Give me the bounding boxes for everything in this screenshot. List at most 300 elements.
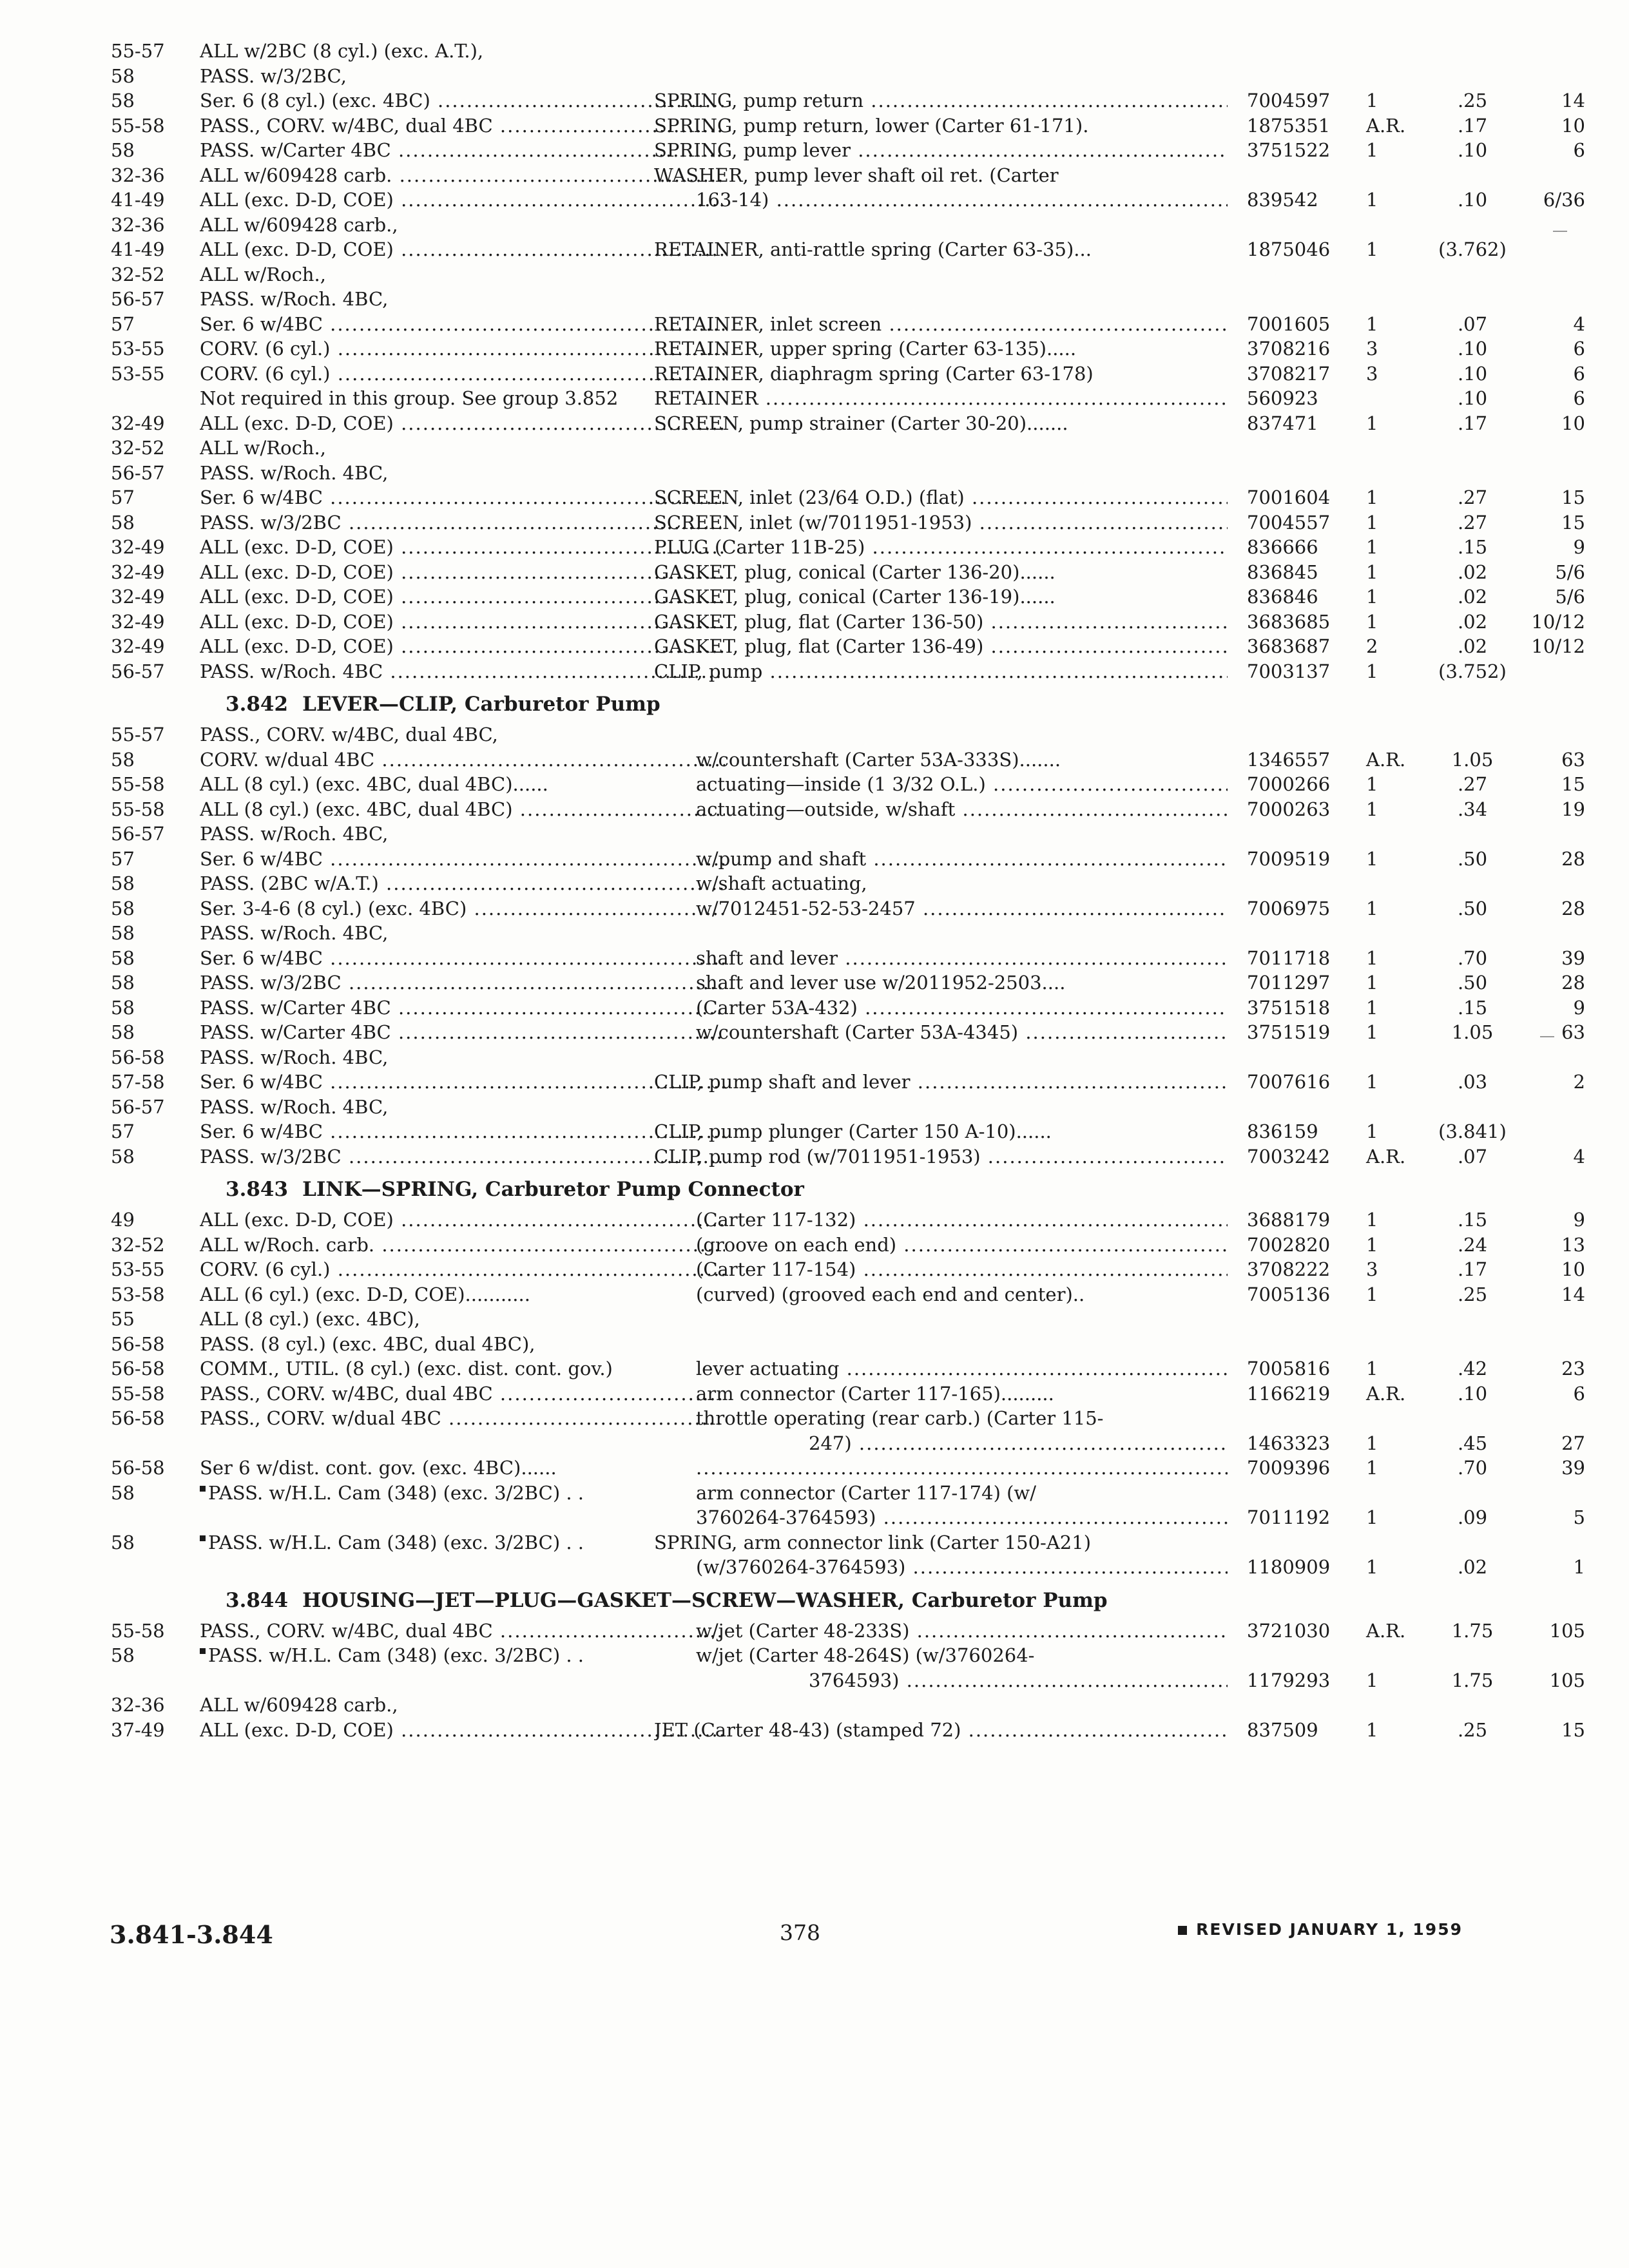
part-number: 839542 — [1247, 189, 1318, 211]
list-price: .70 — [1457, 1457, 1488, 1479]
quantity: 2 — [1366, 635, 1378, 657]
part-description-text: CLIP, pump — [654, 660, 763, 682]
quantity: 1 — [1366, 610, 1378, 633]
application-text: ALL (exc. D-D, COE) — [200, 1209, 394, 1231]
part-description — [696, 1233, 1228, 1258]
parts-row — [103, 461, 1482, 486]
model-years: 55-58 — [111, 798, 165, 820]
part-number: 7000263 — [1247, 798, 1331, 820]
part-description — [696, 995, 1228, 1021]
list-price: .17 — [1457, 412, 1488, 434]
application-text: PASS. w/Roch. 4BC, — [200, 922, 389, 944]
part-description-text: 3760264-3764593) — [696, 1506, 876, 1528]
application-text: ALL (exc. D-D, COE) — [200, 189, 394, 211]
quantity: 1 — [1366, 847, 1378, 870]
part-description — [696, 772, 1228, 797]
leader-dots — [955, 798, 1228, 820]
application-text: COMM., UTIL. (8 cyl.) (exc. dist. cont. gov.) — [200, 1358, 613, 1379]
quantity: 3 — [1366, 362, 1378, 385]
part-description — [696, 1381, 1228, 1407]
application — [200, 1282, 725, 1307]
part-description-text: w/countershaft (Carter 53A-4345) — [696, 1021, 1019, 1043]
leader-dots — [374, 749, 725, 771]
model-years: 32-52 — [111, 1233, 165, 1256]
part-description — [654, 336, 1228, 361]
application — [200, 237, 725, 262]
application-text: PASS. w/3/2BC, — [200, 64, 347, 87]
revision-bullet-icon — [200, 1535, 206, 1541]
list-price: 1.75 — [1451, 1619, 1494, 1642]
application — [200, 871, 725, 896]
leader-dots — [391, 997, 725, 1019]
leader-dots — [391, 1021, 725, 1043]
parts-row — [103, 1144, 1585, 1169]
list-price: (3.762) — [1438, 238, 1507, 260]
application-text: ALL (exc. D-D, COE) — [200, 586, 394, 608]
application — [200, 1718, 725, 1743]
leader-dots — [852, 1432, 1228, 1454]
labor-units: 6 — [1573, 1382, 1585, 1405]
parts-row — [103, 1257, 1585, 1282]
part-number: 1179293 — [1247, 1669, 1331, 1691]
list-price: .15 — [1457, 1209, 1488, 1231]
list-price: .27 — [1457, 486, 1488, 508]
list-price: .02 — [1457, 635, 1488, 657]
list-price: .07 — [1457, 312, 1488, 335]
labor-units: 10/12 — [1531, 635, 1585, 657]
model-years: 32-49 — [111, 586, 165, 608]
part-description — [696, 187, 1228, 213]
parts-row — [103, 560, 1585, 585]
part-description-text: throttle operating (rear carb.) (Carter 115- — [696, 1407, 1104, 1429]
quantity: 3 — [1366, 1258, 1378, 1280]
application — [200, 64, 725, 89]
leader-dots — [394, 189, 725, 211]
part-description-text: (groove on each end) — [696, 1233, 897, 1256]
part-description-text: GASKET, plug, conical (Carter 136-20)...... — [654, 561, 1055, 583]
model-years: 53-55 — [111, 362, 165, 385]
application-text: PASS. (8 cyl.) (exc. 4BC, dual 4BC), — [200, 1332, 535, 1355]
parts-row — [103, 634, 1585, 659]
model-years: 32-49 — [111, 412, 165, 434]
list-price: .02 — [1457, 610, 1488, 633]
parts-row — [103, 1332, 1482, 1357]
application-text: Ser. 6 w/4BC — [200, 847, 323, 870]
part-description-text: JET (Carter 48-43) (stamped 72) — [654, 1718, 961, 1741]
part-description-text: 3764593) — [809, 1669, 900, 1691]
application — [200, 1307, 725, 1332]
parts-row — [103, 1233, 1585, 1258]
quantity: 1 — [1366, 536, 1378, 558]
part-description — [696, 847, 1228, 872]
part-description-text: actuating—inside (1 3/32 O.L.) — [696, 773, 986, 795]
application — [200, 213, 725, 238]
application-text: ALL (exc. D-D, COE) — [200, 1718, 394, 1741]
quantity: 1 — [1366, 1506, 1378, 1528]
application-text: CORV. (6 cyl.) — [200, 1258, 331, 1280]
leader-dots — [983, 635, 1228, 657]
part-description-text: actuating—outside, w/shaft — [696, 798, 956, 820]
parts-row — [103, 896, 1585, 921]
model-years: 55-58 — [111, 1382, 165, 1405]
section-heading — [103, 1171, 1482, 1207]
section-title: LEVER—CLIP, Carburetor Pump — [302, 693, 660, 716]
parts-row — [103, 921, 1482, 946]
list-price: .70 — [1457, 947, 1488, 969]
part-description-text: (w/3760264-3764593) — [696, 1556, 906, 1578]
application-text: ALL w/2BC (8 cyl.) (exc. A.T.), — [200, 40, 484, 62]
part-number: 7000266 — [1247, 773, 1331, 795]
labor-units: 13 — [1561, 1233, 1585, 1256]
part-description — [696, 1207, 1228, 1233]
application — [200, 1332, 725, 1357]
model-years: 55-57 — [111, 40, 165, 62]
list-price: .25 — [1457, 90, 1488, 111]
part-number: 1875046 — [1247, 238, 1331, 260]
parts-catalog-page — [103, 39, 1585, 1742]
parts-row — [103, 1619, 1585, 1644]
application-text: PASS. w/Carter 4BC — [200, 996, 391, 1019]
parts-row — [103, 287, 1482, 312]
parts-row — [103, 1530, 1482, 1555]
list-price: .03 — [1457, 1071, 1488, 1093]
application — [200, 1381, 725, 1407]
application-text: PASS. w/Roch. 4BC — [200, 660, 383, 682]
margin-tick — [1553, 231, 1567, 232]
application — [200, 39, 725, 64]
application — [200, 535, 725, 560]
application — [200, 1020, 725, 1045]
quantity: 1 — [1366, 312, 1378, 335]
leader-dots — [839, 1358, 1228, 1379]
application-text: ALL (exc. D-D, COE) — [200, 561, 394, 583]
list-price: .15 — [1457, 536, 1488, 558]
quantity: 1 — [1366, 1669, 1378, 1691]
list-price: 1.05 — [1451, 1021, 1494, 1043]
model-years: 57 — [111, 847, 135, 870]
parts-row — [103, 88, 1585, 113]
parts-row — [103, 213, 1482, 238]
part-number: 7011297 — [1247, 972, 1331, 994]
part-description-text: SPRING, pump return, lower (Carter 61-171). — [654, 114, 1089, 137]
model-years: 55-58 — [111, 1619, 165, 1642]
model-years: 56-57 — [111, 461, 165, 484]
parts-row — [103, 1718, 1585, 1743]
labor-units: 9 — [1573, 996, 1585, 1019]
leader-dots — [762, 660, 1228, 682]
part-description — [654, 1070, 1228, 1095]
application — [200, 1207, 725, 1233]
quantity: 1 — [1366, 1432, 1378, 1454]
part-number: 836846 — [1247, 586, 1318, 608]
list-price: .10 — [1457, 1382, 1488, 1405]
application — [200, 970, 725, 995]
section-heading — [103, 1582, 1482, 1619]
application-text: Ser 6 w/dist. cont. gov. (exc. 4BC)...... — [200, 1457, 557, 1479]
labor-units: 6/36 — [1543, 189, 1585, 211]
application-text: PASS. w/H.L. Cam (348) (exc. 3/2BC) . . — [208, 1644, 584, 1666]
part-description-text: WASHER, pump lever shaft oil ret. (Carter — [654, 164, 1059, 186]
part-description-text: RETAINER, upper spring (Carter 63-135)..... — [654, 338, 1077, 360]
parts-row — [103, 1406, 1482, 1431]
labor-units: 9 — [1573, 1209, 1585, 1231]
part-description — [654, 610, 1228, 635]
footer-revised — [1178, 1920, 1463, 1939]
model-years: 56-58 — [111, 1332, 165, 1355]
part-description — [696, 871, 1228, 896]
part-description — [696, 747, 1228, 773]
labor-units: 2 — [1573, 1071, 1585, 1093]
parts-row — [103, 946, 1585, 971]
model-years: 56-58 — [111, 1407, 165, 1429]
parts-row — [103, 312, 1585, 337]
list-price: 1.05 — [1451, 748, 1494, 771]
application-text: PASS., CORV. w/dual 4BC — [200, 1407, 441, 1429]
part-number: 3751519 — [1247, 1021, 1331, 1043]
part-description-text: SCREEN, inlet (w/7011951-1953) — [654, 511, 972, 533]
part-description-text: CLIP, pump rod (w/7011951-1953) — [654, 1145, 981, 1168]
labor-units: 6 — [1573, 338, 1585, 360]
model-years: 57-58 — [111, 1071, 165, 1093]
part-number: 7005136 — [1247, 1283, 1331, 1305]
application-text: PASS. w/Roch. 4BC, — [200, 1095, 389, 1118]
quantity: 1 — [1366, 972, 1378, 994]
application-text: ALL (6 cyl.) (exc. D-D, COE)........... — [200, 1283, 530, 1305]
part-description — [654, 113, 1228, 139]
quantity: 1 — [1366, 1209, 1378, 1231]
parts-row — [103, 262, 1482, 287]
leader-dots — [342, 972, 725, 994]
application-text: PASS. w/Roch. 4BC, — [200, 823, 389, 845]
leader-dots — [856, 1209, 1228, 1231]
part-description-text: 247) — [809, 1432, 852, 1454]
application — [200, 436, 725, 461]
labor-units: 5 — [1573, 1506, 1585, 1528]
labor-units: 105 — [1549, 1669, 1585, 1691]
application — [200, 610, 725, 635]
application-text: PASS. w/H.L. Cam (348) (exc. 3/2BC) . . — [208, 1531, 584, 1553]
parts-row — [103, 535, 1585, 560]
model-years: 58 — [111, 1481, 135, 1504]
part-number: 7009396 — [1247, 1457, 1331, 1479]
part-description-text: RETAINER, inlet screen — [654, 312, 882, 335]
labor-units: 6 — [1573, 139, 1585, 161]
part-description-text: RETAINER, diaphragm spring (Carter 63-178) — [654, 362, 1094, 385]
list-price: .02 — [1457, 1556, 1488, 1578]
leader-dots — [876, 1506, 1228, 1528]
quantity: 1 — [1366, 238, 1378, 260]
application-text: ALL (8 cyl.) (exc. 4BC, dual 4BC) — [200, 798, 513, 820]
labor-units: 63 — [1561, 748, 1585, 771]
list-price: .10 — [1457, 189, 1488, 211]
quantity: 1 — [1366, 511, 1378, 533]
parts-row — [103, 163, 1482, 188]
labor-units: 10 — [1561, 412, 1585, 434]
application-text: Ser. 6 (8 cyl.) (exc. 4BC) — [200, 90, 430, 111]
application — [200, 1257, 725, 1282]
application-text: ALL (8 cyl.) (exc. 4BC, dual 4BC)...... — [200, 773, 548, 795]
part-description — [809, 1431, 1228, 1456]
quantity: 1 — [1366, 947, 1378, 969]
model-years: 58 — [111, 897, 135, 919]
part-description-text: PLUG (Carter 11B-25) — [654, 536, 865, 558]
leader-dots — [899, 1669, 1228, 1691]
application — [200, 584, 725, 610]
parts-row — [103, 1356, 1585, 1381]
list-price: .25 — [1457, 1283, 1488, 1305]
model-years: 49 — [111, 1209, 135, 1231]
model-years: 32-49 — [111, 635, 165, 657]
model-years: 32-49 — [111, 536, 165, 558]
application-text: PASS. w/3/2BC — [200, 1145, 342, 1168]
part-description-text: RETAINER, anti-rattle spring (Carter 63-35)... — [654, 238, 1092, 260]
quantity: 1 — [1366, 773, 1378, 795]
application — [200, 847, 725, 872]
part-description-text: w/countershaft (Carter 53A-333S)....... — [696, 748, 1061, 771]
quantity: 1 — [1366, 412, 1378, 434]
revision-bullet-icon — [200, 1648, 206, 1654]
list-price: .27 — [1457, 511, 1488, 533]
parts-row — [103, 1431, 1585, 1456]
leader-dots — [909, 1620, 1228, 1642]
application-text: ALL (8 cyl.) (exc. 4BC), — [200, 1308, 420, 1330]
footer-section-range: 3.841-3.844 — [110, 1920, 273, 1949]
leader-dots — [986, 773, 1228, 795]
labor-units: 1 — [1573, 1556, 1585, 1578]
parts-row — [103, 1020, 1585, 1045]
part-number: 1180909 — [1247, 1556, 1331, 1578]
application-text: ALL w/Roch., — [200, 263, 326, 285]
part-number: 3683687 — [1247, 635, 1331, 657]
part-description-text: arm connector (Carter 117-165)......... — [696, 1382, 1054, 1405]
parts-row — [103, 386, 1585, 411]
application — [200, 946, 725, 971]
labor-units: 28 — [1561, 897, 1585, 919]
model-years: 58 — [111, 511, 135, 533]
labor-units: 10 — [1561, 114, 1585, 137]
model-years: 57 — [111, 486, 135, 508]
model-years: 57 — [111, 1120, 135, 1142]
application — [200, 113, 725, 139]
leader-dots — [394, 1209, 725, 1231]
labor-units: 10/12 — [1531, 610, 1585, 633]
part-description-text: (Carter 53A-432) — [696, 996, 858, 1019]
leader-dots — [769, 189, 1228, 211]
labor-units: 63 — [1561, 1021, 1585, 1043]
part-description — [696, 1257, 1228, 1282]
application — [200, 1619, 725, 1644]
model-years: 56-58 — [111, 1457, 165, 1479]
application-text: ALL w/609428 carb., — [200, 1694, 398, 1716]
leader-dots — [983, 611, 1228, 633]
application — [200, 995, 725, 1021]
leader-dots — [965, 486, 1228, 508]
quantity: A.R. — [1366, 1619, 1406, 1642]
model-years: 32-49 — [111, 610, 165, 633]
quantity: 1 — [1366, 1718, 1378, 1741]
part-description — [696, 1619, 1228, 1644]
part-description — [654, 659, 1228, 684]
leader-dots — [441, 1407, 725, 1429]
part-description-text: CLIP, pump shaft and lever — [654, 1071, 911, 1093]
labor-units: 15 — [1561, 773, 1585, 795]
list-price: .10 — [1457, 362, 1488, 385]
parts-row — [103, 1095, 1482, 1120]
part-description — [654, 510, 1228, 535]
application-text: Not required in this group. See group 3.852 — [200, 387, 619, 409]
model-years: 56-57 — [111, 1095, 165, 1118]
part-description — [654, 138, 1228, 163]
application — [200, 262, 725, 287]
labor-units: 4 — [1573, 312, 1585, 335]
model-years: 32-52 — [111, 263, 165, 285]
parts-row — [103, 138, 1585, 163]
leader-dots — [981, 1146, 1228, 1168]
part-number: 7011192 — [1247, 1506, 1331, 1528]
application — [200, 896, 725, 921]
list-price: .45 — [1457, 1432, 1488, 1454]
list-price: .02 — [1457, 561, 1488, 583]
application-text: PASS. w/Roch. 4BC, — [200, 288, 389, 310]
list-price: .10 — [1457, 139, 1488, 161]
quantity: 1 — [1366, 189, 1378, 211]
part-description — [696, 1643, 1228, 1668]
list-price: .25 — [1457, 1718, 1488, 1741]
application-text: Ser. 6 w/4BC — [200, 1120, 323, 1142]
part-number: 3708216 — [1247, 338, 1331, 360]
parts-row — [103, 1643, 1482, 1668]
application-text: Ser. 6 w/4BC — [200, 486, 323, 508]
footer-revised-text: REVISED JANUARY 1, 1959 — [1196, 1920, 1463, 1939]
leader-dots — [916, 898, 1228, 919]
part-description — [654, 1718, 1228, 1743]
application-text: ALL w/Roch. carb. — [200, 1233, 375, 1256]
application-text: Ser. 6 w/4BC — [200, 947, 323, 969]
part-description — [696, 797, 1228, 822]
part-description — [654, 485, 1228, 510]
model-years: 58 — [111, 947, 135, 969]
model-years: 56-57 — [111, 288, 165, 310]
parts-row — [103, 995, 1585, 1021]
part-description — [654, 361, 1228, 387]
application-text: ALL w/609428 carb. — [200, 164, 392, 186]
part-number: 7002820 — [1247, 1233, 1331, 1256]
model-years: 41-49 — [111, 189, 165, 211]
labor-units: 15 — [1561, 1718, 1585, 1741]
quantity: 1 — [1366, 561, 1378, 583]
leader-dots — [961, 1719, 1228, 1741]
parts-row — [103, 584, 1585, 610]
leader-dots — [1018, 1021, 1228, 1043]
parts-row — [103, 1307, 1482, 1332]
part-description-text: lever actuating — [696, 1358, 840, 1379]
parts-row — [103, 871, 1482, 896]
part-description — [654, 386, 1228, 411]
parts-row — [103, 1481, 1482, 1506]
application-text: PASS., CORV. w/4BC, dual 4BC — [200, 1382, 493, 1405]
model-years: 58 — [111, 972, 135, 994]
parts-row — [103, 39, 1482, 64]
quantity: 3 — [1366, 338, 1378, 360]
list-price: .17 — [1457, 1258, 1488, 1280]
part-number: 836666 — [1247, 536, 1318, 558]
labor-units: 14 — [1561, 1283, 1585, 1305]
quantity: 1 — [1366, 660, 1378, 682]
quantity: 1 — [1366, 1457, 1378, 1479]
application-text: CORV. (6 cyl.) — [200, 362, 331, 385]
model-years: 37-49 — [111, 1718, 165, 1741]
quantity: 1 — [1366, 1233, 1378, 1256]
